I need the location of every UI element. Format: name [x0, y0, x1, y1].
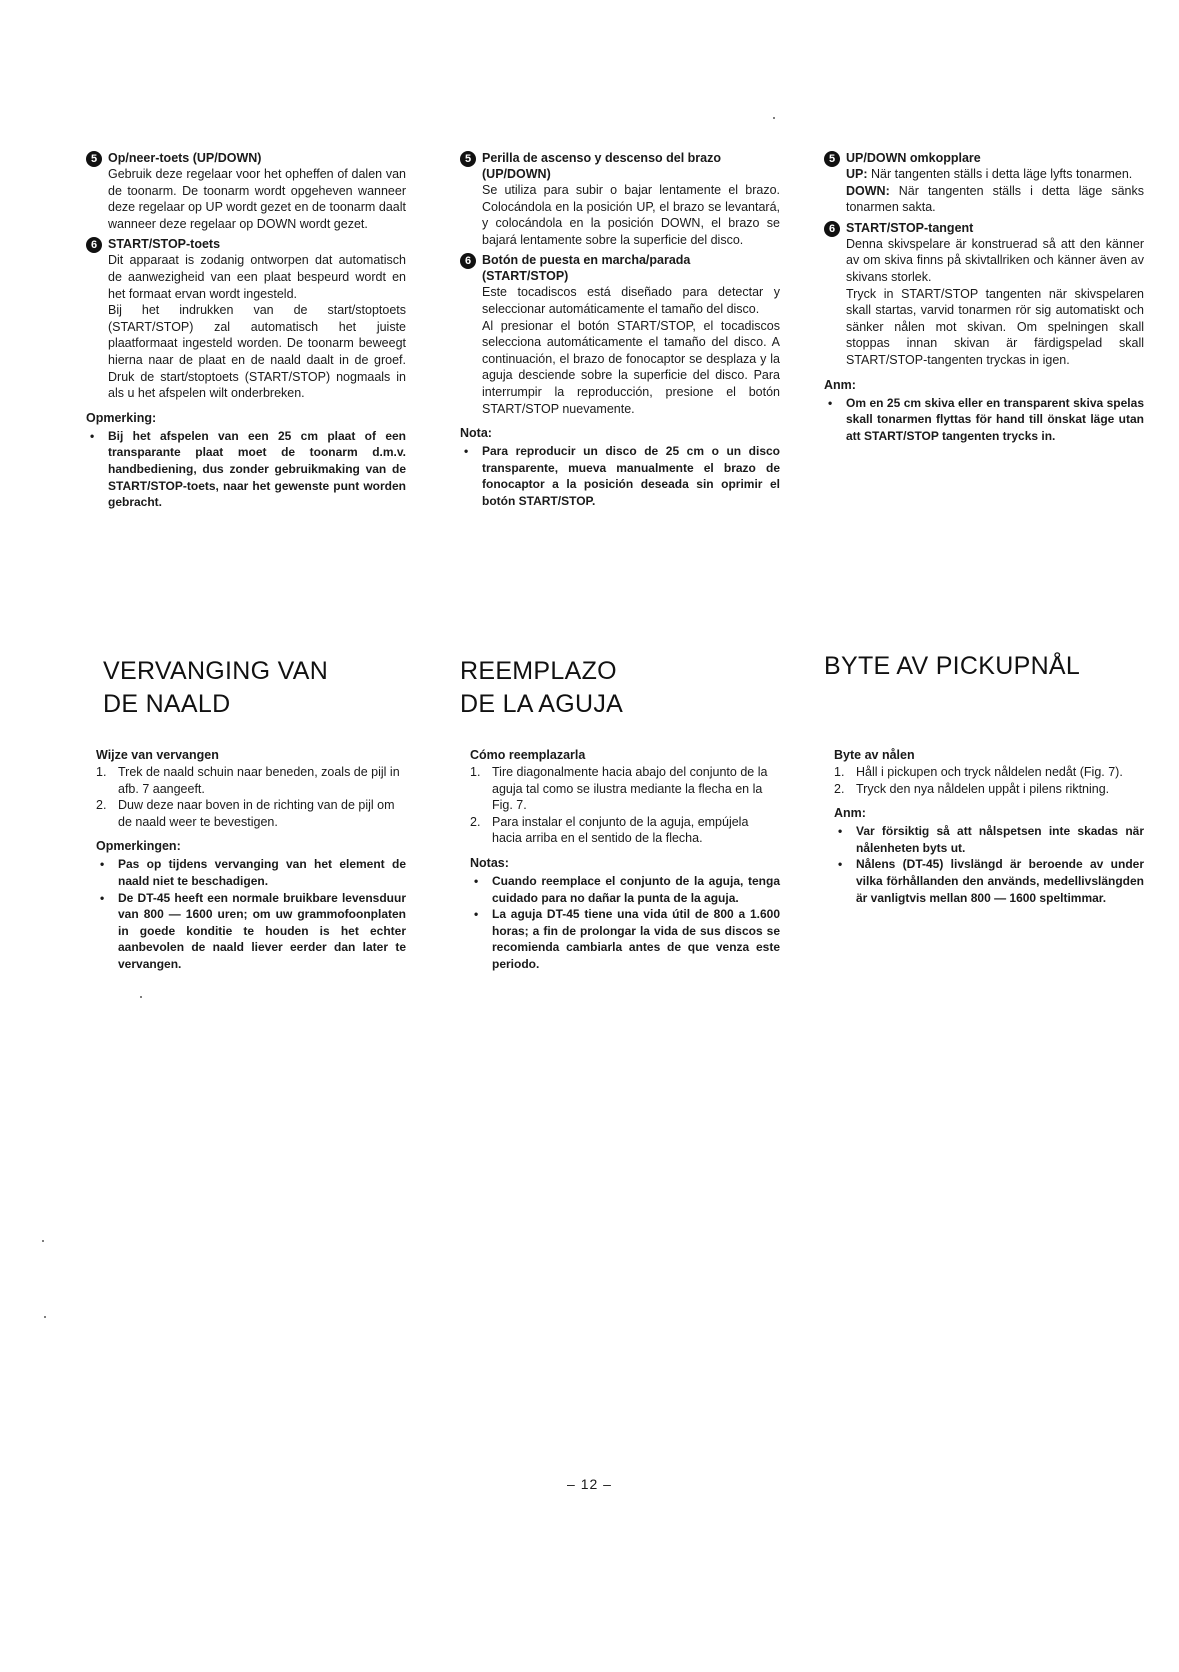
number-6-badge: 6 [460, 253, 476, 269]
spanish-sub-title: Cómo reemplazarla [470, 748, 586, 762]
spanish-note-1: • Cuando reemplace el conjunto de la aguja, tenga cuidado para no dañar la punta de la aguja. [470, 873, 780, 906]
step-text: Håll i pickupen och tryck nåldelen nedåt (Fig. 7). [856, 765, 1123, 779]
dutch-heading-line-2: DE NAALD [103, 690, 231, 718]
scan-speck [42, 1240, 44, 1242]
swedish-up-label: UP: [846, 167, 868, 181]
swedish-up-line [846, 166, 1144, 183]
spanish-replacement-section [460, 748, 780, 973]
swedish-controls-section [824, 150, 1144, 444]
step-number: 2. [96, 798, 107, 813]
dutch-note-2: • De DT-45 heeft een normale bruikbare levensduur van 800 — 1600 uren; om uw grammofoonplaten in goede konditie te houden is het echter aanbevolen de naald liever eerder dan later te vervangen. [96, 890, 406, 973]
swedish-steps [824, 764, 1144, 797]
swedish-step-2 [834, 781, 1144, 798]
swedish-note: • Om en 25 cm skiva eller en transparent skiva spelas skall tonarmen flyttas för hand till önskat läge utan att START/STOP tangenten trycks in. [824, 395, 1144, 445]
swedish-note-label: Anm: [824, 377, 856, 392]
spanish-step-1 [470, 764, 780, 814]
swedish-item-6-body-2: Tryck in START/STOP tangenten när skivspelaren skall startas, varvid tonarmen rör sig automatiskt och sänker nålen mot skivan. Om spelningen skall stoppas innan skivan är färdigspelad skall START/STOP-tangenten tryckas in igen. [846, 286, 1144, 367]
number-6-badge: 6 [824, 221, 840, 237]
dutch-sub-title: Wijze van vervangen [96, 748, 219, 762]
number-5-badge: 5 [86, 151, 102, 167]
swedish-notes-label: Anm: [834, 806, 866, 821]
swedish-heading-line-1: BYTE AV PICKUPNÅL [824, 652, 1081, 680]
swedish-down-label: DOWN: [846, 183, 890, 198]
dutch-step-2 [96, 797, 406, 830]
spanish-item-6-title: Botón de puesta en marcha/parada (START/STOP) [482, 253, 691, 284]
dutch-item-5-body: Gebruik deze regelaar voor het opheffen of dalen van de toonarm. De toonarm wordt opgeheven wanneer deze regelaar op UP wordt gezet en de toonarm daalt wanneer deze regelaar op DOWN wordt gezet. [108, 167, 406, 231]
swedish-step-1 [834, 764, 1144, 781]
scan-speck [773, 117, 775, 119]
dutch-note-label: Opmerking: [86, 410, 157, 425]
spanish-steps [460, 764, 780, 847]
dutch-controls-section [86, 150, 406, 511]
page-number: – 12 – [567, 1476, 612, 1492]
dutch-item-5 [86, 150, 406, 232]
dutch-item-6 [86, 236, 406, 401]
swedish-down-text: När tangenten ställs i detta läge sänks tonarmen sakta. [846, 183, 1144, 215]
swedish-item-5 [824, 150, 1144, 216]
spanish-note-2: • La aguja DT-45 tiene una vida útil de 800 a 1.600 horas; a fin de prolongar la vida de sus discos se recomienda cambiarla antes de que venza este periodo. [470, 906, 780, 972]
step-text: Trek de naald schuin naar beneden, zoals de pijl in afb. 7 aangeeft. [118, 765, 400, 796]
spanish-item-6-body-1: Este tocadiscos está diseñado para detectar y seleccionar automáticamente el tamaño del disco. [482, 285, 780, 316]
step-text: Tryck den nya nåldelen uppåt i pilens riktning. [856, 781, 1110, 796]
dutch-replacement-section [86, 748, 406, 973]
swedish-item-6-title: START/STOP-tangent [846, 220, 974, 235]
spanish-heading-line-1: REEMPLAZO [460, 657, 617, 685]
dutch-steps [86, 764, 406, 830]
swedish-notes-list [834, 823, 1144, 906]
scan-speck [140, 996, 142, 998]
dutch-item-5-title: Op/neer-toets (UP/DOWN) [108, 151, 262, 165]
spanish-item-5-title: Perilla de ascenso y descenso del brazo (UP/DOWN) [482, 151, 721, 181]
dutch-note: • Bij het afspelen van een 25 cm plaat of een transparante plaat moet de toonarm d.m.v. handbediening, dus zonder gebruikmaking van de START/STOP-toets, naar het gewenste punt worden gebracht. [86, 428, 406, 511]
dutch-note-list [86, 428, 406, 511]
step-text: Para instalar el conjunto de la aguja, empújela hacia arriba en el sentido de la flecha. [492, 814, 749, 846]
spanish-notes-list [470, 873, 780, 973]
dutch-heading [103, 655, 328, 721]
step-number: 1. [96, 765, 107, 779]
spanish-note-list [460, 443, 780, 509]
spanish-notes-label: Notas: [470, 855, 509, 870]
step-text: Tire diagonalmente hacia abajo del conjunto de la aguja tal como se ilustra mediante la flecha en la Fig. 7. [492, 765, 768, 813]
spanish-item-6-body-2: Al presionar el botón START/STOP, el tocadiscos selecciona automáticamente el tamaño del disco. A continuación, el brazo de fonocaptor se desplaza y la aguja desciende sobre la superficie del disco. Para interrumpir la reproducción, presione el botón START/STOP nuevamente. [482, 318, 780, 416]
step-number: 1. [834, 765, 845, 779]
dutch-notes-list [96, 856, 406, 972]
spanish-controls-section [460, 150, 780, 510]
step-number: 1. [470, 765, 481, 779]
spanish-step-2 [470, 814, 780, 847]
dutch-heading-line-1: VERVANGING VAN [103, 657, 329, 685]
step-number: 2. [834, 781, 845, 796]
swedish-note-2: • Nålens (DT-45) livslängd är beroende av under vilka förhållanden den används, medellivslängden är vanligtvis mellan 800 — 1600 speltimmar. [834, 856, 1144, 906]
spanish-heading-line-2: DE LA AGUJA [460, 690, 624, 718]
swedish-replacement-section [824, 748, 1144, 906]
dutch-notes-label: Opmerkingen: [96, 839, 181, 854]
step-text: Duw deze naar boven in de richting van de pijl om de naald weer te bevestigen. [118, 798, 395, 829]
swedish-note-1: • Var försiktig så att nålspetsen inte skadas när nålenheten byts ut. [834, 823, 1144, 856]
number-6-badge: 6 [86, 237, 102, 253]
dutch-note-1: • Pas op tijdens vervanging van het element de naald niet te beschadigen. [96, 856, 406, 889]
swedish-sub-title: Byte av nålen [834, 748, 915, 762]
swedish-heading [824, 650, 1080, 683]
number-5-badge: 5 [460, 151, 476, 167]
spanish-item-5-body: Se utiliza para subir o bajar lentamente el brazo. Colocándola en la posición UP, el brazo se levantará, y colocándola en la posición DOWN, el brazo se bajará lentamente sobre la superficie del disco. [482, 183, 780, 247]
spanish-note: • Para reproducir un disco de 25 cm o un disco transparente, mueva manualmente el brazo de fonocaptor a la posición deseada sin oprimir el botón START/STOP. [460, 443, 780, 509]
swedish-item-6 [824, 220, 1144, 369]
dutch-item-6-title: START/STOP-toets [108, 237, 221, 252]
spanish-note-label: Nota: [460, 426, 492, 441]
spanish-heading [460, 655, 623, 721]
spanish-item-5 [460, 150, 780, 248]
dutch-step-1 [96, 764, 406, 797]
step-number: 2. [470, 814, 481, 829]
number-5-badge: 5 [824, 151, 840, 167]
spanish-item-6 [460, 252, 780, 417]
dutch-item-6-body-1: Dit apparaat is zodanig ontworpen dat automatisch de aanwezigheid van een plaat bespeurd wordt en het formaat ervan wordt ingesteld. [108, 253, 406, 301]
swedish-down-line [846, 183, 1144, 216]
scan-speck [44, 1316, 46, 1318]
dutch-item-6-body-2: Bij het indrukken van de start/stoptoets (START/STOP) zal automatisch het juiste plaatformaat ingesteld worden. De toonarm beweegt hierna naar de plaat en de naald daalt in de groef. Druk de start/stoptoets (START/STOP) nogmaals in als u het afspelen wilt onderbreken. [108, 303, 406, 401]
swedish-item-5-title: UP/DOWN omkopplare [846, 151, 981, 165]
swedish-up-text: När tangenten ställs i detta läge lyfts tonarmen. [871, 167, 1133, 181]
swedish-note-list [824, 395, 1144, 445]
swedish-item-6-body-1: Denna skivspelare är konstruerad så att den känner av om skiva finns på skivtallriken och känner även av skivans storlek. [846, 236, 1144, 284]
